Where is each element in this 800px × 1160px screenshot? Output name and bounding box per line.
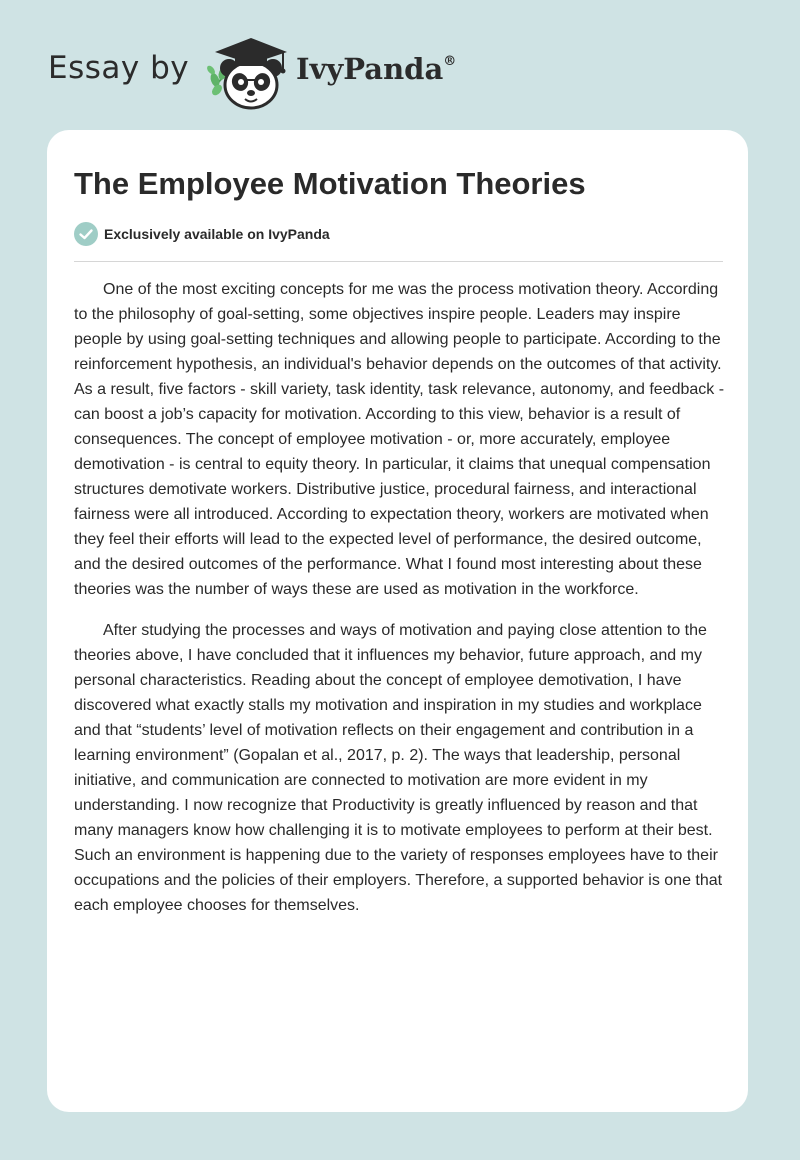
exclusive-badge-text: Exclusively available on IvyPanda bbox=[104, 226, 330, 242]
check-circle-icon bbox=[74, 222, 98, 246]
panda-logo-icon[interactable] bbox=[203, 30, 293, 110]
brand-name-text: IvyPanda bbox=[296, 52, 444, 86]
exclusive-badge bbox=[74, 222, 330, 246]
essay-paragraph: After studying the processes and ways of motivation and paying close attention to the theories above, I have concluded that it influences my behavior, future approach, and my personal characteristics. Reading about the concept of employee demotivation, I have discovered what exactly stalls my motivation and inspiration in my studies and workplace and that “students’ level of motivation reflects on their engagement and contribution in a learning environment” (Gopalan et al., 2017, p. 2). The ways that leadership, personal initiative, and communication are connected to motivation are more evident in my understanding. I now recognize that Productivity is greatly influenced by reason and that many managers know how challenging it is to motivate employees to perform at their best. Such an environment is happening due to the variety of responses employees have to their occupations and the policies of their employers. Therefore, a supported behavior is one that each employee chooses for themselves. bbox=[74, 622, 723, 914]
essay-paragraph: One of the most exciting concepts for me was the process motivation theory. According to the philosophy of goal-setting, some objectives inspire people. Leaders may inspire people by using goal-setting techniques and allowing people to participate. According to the reinforcement hypothesis, an individual's behavior depends on the outcomes of that activity. As a result, five factors - skill variety, task identity, task relevance, autonomy, and feedback - can boost a job’s capacity for motivation. According to this view, behavior is a result of consequences. The concept of employee motivation - or, more accurately, employee demotivation - is central to equity theory. In particular, it claims that unequal compensation structures demotivate workers. Distributive justice, procedural fairness, and interactional fairness were all introduced. According to expectation theory, workers are motivated when they feel their efforts will lead to the expected level of performance, the desired outcome, and the desired outcomes of the performance. What I found most interesting about these theories was the number of ways these are used as motivation in the workforce. bbox=[74, 281, 725, 598]
registered-mark: ® bbox=[443, 54, 457, 69]
essay-title: The Employee Motivation Theories bbox=[74, 166, 586, 201]
brand-name[interactable] bbox=[296, 52, 456, 86]
site-header bbox=[48, 30, 548, 110]
essay-body bbox=[74, 277, 726, 934]
essay-by-label: Essay by bbox=[48, 50, 190, 86]
essay-card bbox=[47, 130, 748, 1112]
title-divider bbox=[74, 261, 723, 262]
